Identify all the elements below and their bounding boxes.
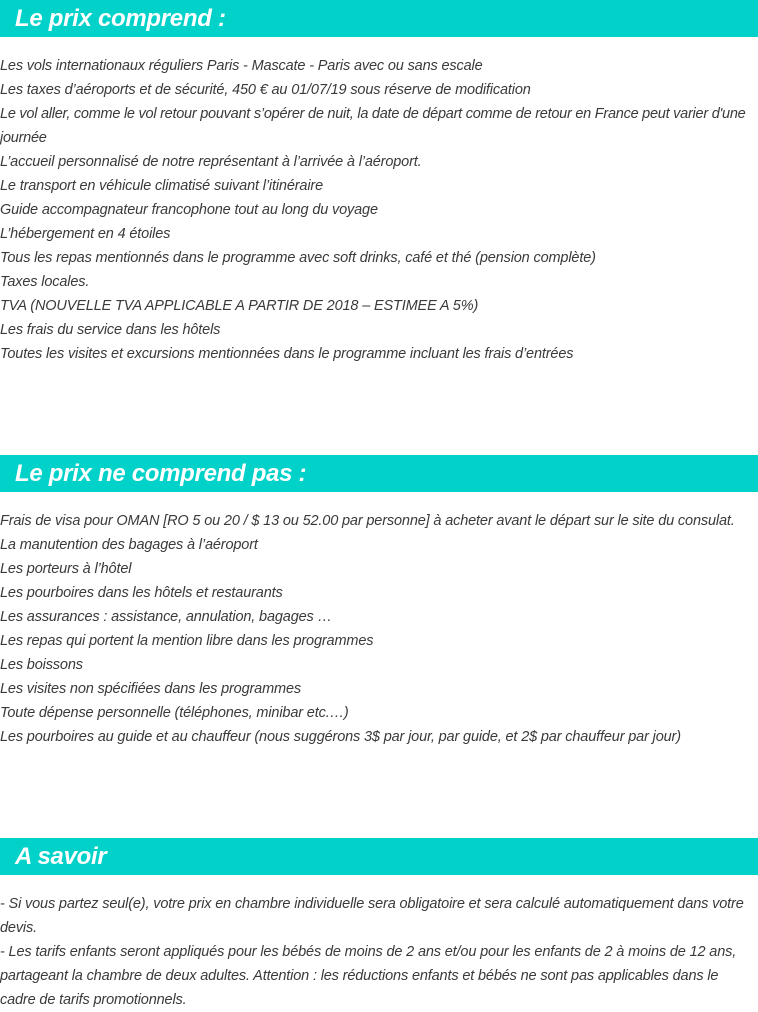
list-item: Le vol aller, comme le vol retour pouvant s’opérer de nuit, la date de départ comme de retour en France peut varier d'une journée: [0, 106, 746, 146]
list-item: La manutention des bagages à l’aéroport: [0, 537, 258, 553]
section-header-info: [0, 838, 758, 875]
list-item: Les pourboires au guide et au chauffeur (nous suggérons 3$ par jour, par guide, et 2$ par chauffeur par jour): [0, 729, 681, 745]
list-item: Frais de visa pour OMAN [RO 5 ou 20 / $ 13 ou 52.00 par personne] à acheter avant le départ sur le site du consulat.: [0, 513, 735, 529]
list-item: Toutes les visites et excursions mentionnées dans le programme incluant les frais d’entrées: [0, 346, 574, 362]
list-item: Les vols internationaux réguliers Paris - Mascate - Paris avec ou sans escale: [0, 58, 483, 74]
section-title-excluded: Le prix ne comprend pas :: [15, 460, 307, 487]
info-paragraph: - Les tarifs enfants seront appliqués pour les bébés de moins de 2 ans et/ou pour les enfants de 2 à moins de 12 ans, partageant la chambre de deux adultes. Attention : les réductions enfants et bébés ne sont pas applicables dans le cadre de tarifs promotionnels.: [0, 944, 737, 1008]
list-item: Tous les repas mentionnés dans le programme avec soft drinks, café et thé (pension complète): [0, 250, 596, 266]
excluded-list: [0, 509, 758, 749]
list-item: Les frais du service dans les hôtels: [0, 322, 221, 338]
info-text: [0, 892, 758, 1012]
list-item: Les assurances : assistance, annulation, bagages …: [0, 609, 332, 625]
list-item: TVA (NOUVELLE TVA APPLICABLE A PARTIR DE 2018 – ESTIMEE A 5%): [0, 298, 479, 314]
list-item: Les porteurs à l’hôtel: [0, 561, 132, 577]
list-item: Les repas qui portent la mention libre dans les programmes: [0, 633, 374, 649]
list-item: L’hébergement en 4 étoiles: [0, 226, 171, 242]
section-header-included: [0, 0, 758, 37]
section-header-excluded: [0, 455, 758, 492]
list-item: Taxes locales.: [0, 274, 90, 290]
included-list: [0, 54, 758, 366]
list-item: Le transport en véhicule climatisé suivant l’itinéraire: [0, 178, 323, 194]
list-item: Les pourboires dans les hôtels et restaurants: [0, 585, 283, 601]
list-item: L’accueil personnalisé de notre représentant à l’arrivée à l’aéroport.: [0, 154, 422, 170]
list-item: Toute dépense personnelle (téléphones, minibar etc.…): [0, 705, 349, 721]
list-item: Les taxes d’aéroports et de sécurité, 450 € au 01/07/19 sous réserve de modification: [0, 82, 531, 98]
list-item: Guide accompagnateur francophone tout au long du voyage: [0, 202, 378, 218]
section-title-included: Le prix comprend :: [15, 5, 226, 32]
list-item: Les visites non spécifiées dans les programmes: [0, 681, 301, 697]
section-title-info: A savoir: [15, 843, 107, 870]
list-item: Les boissons: [0, 657, 83, 673]
info-paragraph: - Si vous partez seul(e), votre prix en chambre individuelle sera obligatoire et sera calculé automatiquement dans votre devis.: [0, 896, 744, 936]
